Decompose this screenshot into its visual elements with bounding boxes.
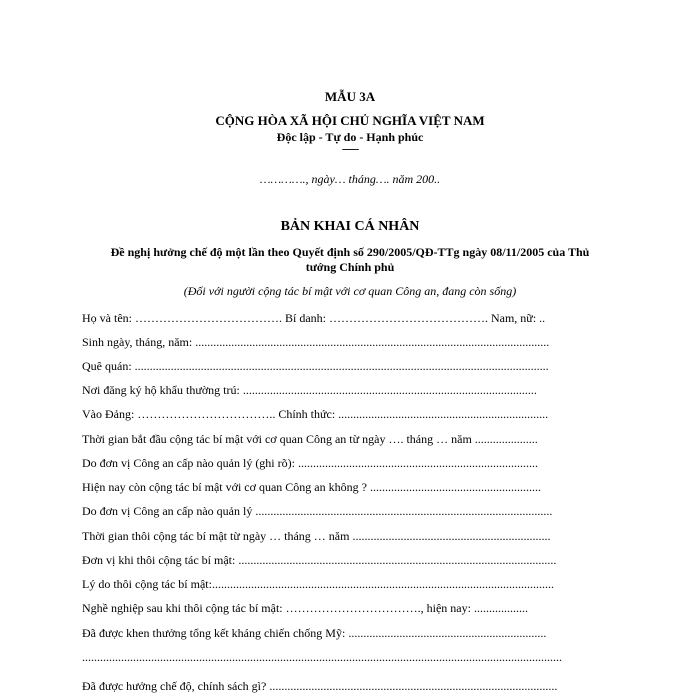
document-subtitle-line1: Đề nghị hưởng chế độ một lần theo Quyết định số 290/2005/QĐ-TTg ngày 08/11/2005 của Thủ (110, 245, 590, 259)
field-awards-continued: ................................................................................................................................................................ (82, 650, 562, 664)
field-still-collaborating: Hiện nay còn cộng tác bí mật với cơ quan Công an không ? ......................................................... (82, 480, 541, 494)
motto: Độc lập - Tự do - Hạnh phúc (276, 130, 424, 144)
field-residence: Nơi đăng ký hộ khẩu thường trú: .................................................................................................. (82, 383, 537, 397)
field-party-join: Vào Đảng: …………………………….. Chính thức: ...................................................................... (82, 407, 549, 421)
field-end-reason: Lý do thôi cộng tác bí mật:.................................................................................................................. (82, 577, 554, 591)
form-code: MẪU 3A (324, 89, 376, 104)
document-note: (Đối với người cộng tác bí mật với cơ quan Công an, đang còn sống) (183, 284, 517, 298)
field-occupation: Nghề nghiệp sau khi thôi cộng tác bí mật: ……………………………., hiện nay: .................. (82, 601, 528, 615)
field-awards: Đã được khen thưởng tổng kết kháng chiến chống Mỹ: .................................................................. (82, 626, 547, 640)
field-current-unit: Do đơn vị Công an cấp nào quản lý ................................................................................................... (82, 504, 553, 518)
field-end-date: Thời gian thôi cộng tác bí mật từ ngày … tháng … năm .................................................................. (82, 529, 551, 543)
field-birth-date: Sinh ngày, tháng, năm: ...................................................................................................................... (82, 335, 550, 349)
document-title: BẢN KHAI CÁ NHÂN (280, 219, 420, 234)
field-start-date: Thời gian bắt đầu cộng tác bí mật với cơ quan Công an từ ngày …. tháng … năm ..................... (82, 432, 538, 446)
motto-underline: ------- (341, 144, 359, 155)
field-hometown: Quê quán: .......................................................................................................................................... (82, 359, 549, 373)
field-benefits: Đã được hưởng chế độ, chính sách gì? ................................................................................................ (82, 679, 558, 693)
document-subtitle-line2: tướng Chính phủ (305, 260, 395, 274)
country-name: CỘNG HÒA XÃ HỘI CHỦ NGHĨA VIỆT NAM (215, 113, 485, 128)
field-full-name: Họ và tên: ………………………………. Bí danh: …………………………………. Nam, nữ: .. (82, 311, 546, 325)
field-unit-at-end: Đơn vị khi thôi cộng tác bí mật: .......................................................................................................... (82, 553, 557, 567)
date-line: …………., ngày… tháng…. năm 200.. (259, 172, 441, 186)
field-managing-unit: Do đơn vị Công an cấp nào quản lý (ghi rõ): ................................................................................ (82, 456, 538, 470)
